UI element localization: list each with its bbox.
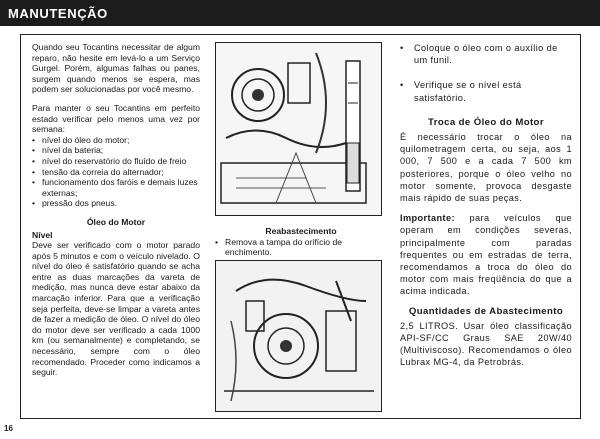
engine-filler-illustration — [215, 260, 382, 412]
engine-drawing — [216, 43, 381, 215]
weekly-checklist — [32, 135, 200, 209]
page-number: 16 — [4, 424, 13, 433]
refuel-steps — [215, 237, 387, 258]
section-header — [0, 0, 600, 26]
list-item: • nível do reservatório do fluído de freio — [32, 156, 200, 167]
engine-dipstick-illustration — [215, 42, 382, 216]
figure-caption: Reabastecimento — [265, 226, 337, 236]
list-item: • Verifique se o nível está satisfatório. — [400, 79, 572, 103]
important-text: para veículos que operam em condições severas, principalmente com paradas frequentes ou em estradas de terra, recomendamos a troca do óleo do motor com mais freqüência do que a acima indicada. — [400, 213, 572, 297]
list-item: • nível da bateria; — [32, 145, 200, 156]
oil-heading: Óleo do Motor — [86, 216, 146, 227]
level-heading: Nível — [32, 229, 53, 240]
oil-change-heading: Troca de Óleo do Motor — [428, 116, 544, 128]
oil-change-paragraph: É necessário trocar o óleo na quilometragem certa, ou seja, aos 1 000, 7 500 e a cada 7 500 km posteriores, porque o óleo velho no motor somente, provoca desgaste mais rápido de suas peças. — [400, 132, 572, 204]
level-paragraph: Deve ser verificado com o motor parado após 5 minutos e com o veículo nivelado. O nível do óleo é satisfatório quando se acha entre as duas marcações da vareta de medição, mas nunca deve estar abaixo da marcação inferior. Para que a verificação seja perfeita, deve-se limpar a vareta antes de fazer a medição de óleo. O nível do óleo do motor deve ser verificado a cada 1000 km (ou semanalmente) e completando, se necessário, sempre com o óleo recomendado. Proceder como indicamos a seguir. — [32, 240, 200, 378]
intro-paragraph: Quando seu Tocantins necessitar de algum reparo, não hesite em levá-lo a um Serviço Gurgel. Porém, algumas falhas ou panes, surgem quando menos se espera, mas podem ser solucionadas por você mesmo. — [32, 42, 200, 95]
oil-steps — [400, 42, 572, 104]
quantities-paragraph: 2,5 LITROS. Usar óleo classificação API-SF/CC Graus SAE 20W/40 (Multiviscoso). Recomendamos o óleo Lubrax MG-4, da Petrobrás. — [400, 320, 572, 368]
list-item: • Coloque o óleo com o auxílio de um funil. — [400, 42, 572, 66]
column-3 — [400, 42, 572, 377]
list-item: • Remova a tampa do orifício de enchimento. — [215, 237, 387, 258]
important-paragraph — [400, 212, 572, 297]
engine-drawing — [216, 261, 381, 411]
column-1 — [32, 42, 200, 386]
important-label: Importante: — [400, 213, 455, 224]
list-item: • tensão da correia do alternador; — [32, 167, 200, 178]
list-item: • funcionamento dos faróis e demais luzes externas; — [32, 177, 200, 198]
weekly-paragraph: Para manter o seu Tocantins em perfeito estado verificar pelo menos uma vez por semana: — [32, 102, 200, 135]
quantities-heading: Quantidades de Abastecimento — [408, 305, 564, 317]
list-item: • pressão dos pneus. — [32, 198, 200, 209]
list-item: • nível do óleo do motor; — [32, 135, 200, 146]
section-title: MANUTENÇÃO — [8, 5, 108, 21]
